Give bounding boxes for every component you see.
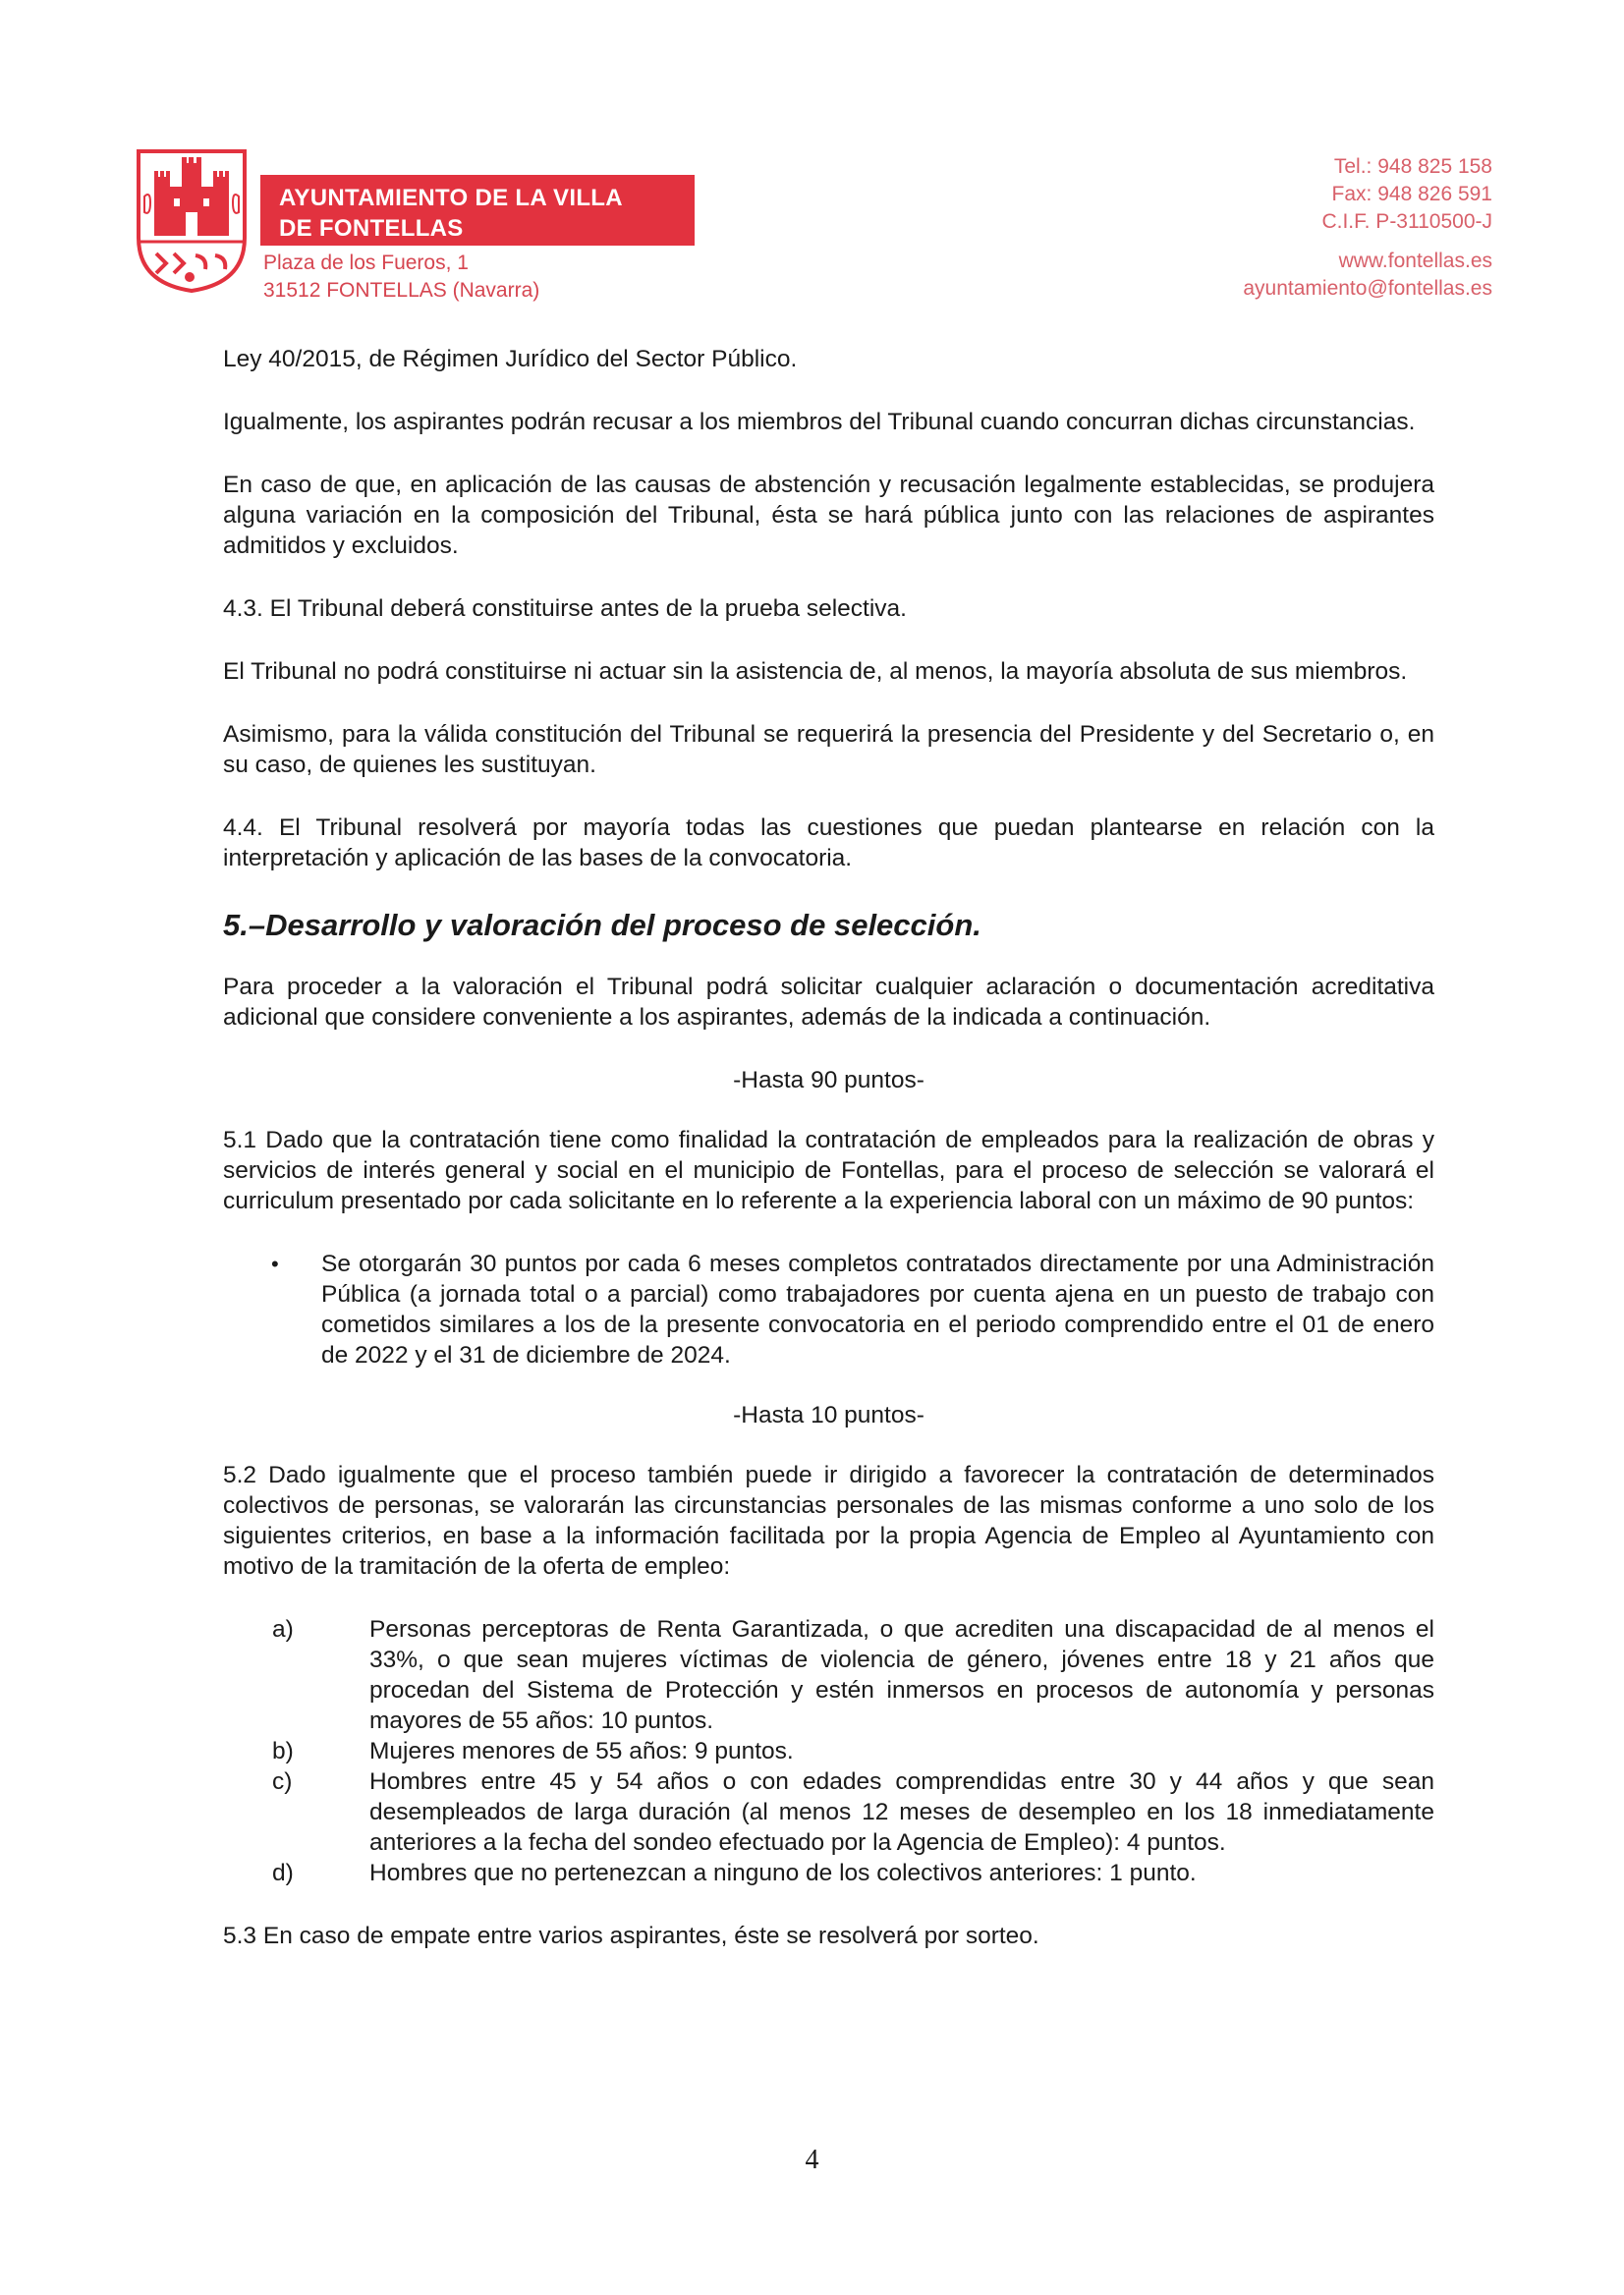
address-city: 31512 FONTELLAS (Navarra) (263, 279, 540, 302)
list-item (223, 1614, 1434, 1736)
list-text: Hombres que no pertenezcan a ninguno de los colectivos anteriores: 1 punto. (369, 1860, 1197, 1886)
address-street: Plaza de los Fueros, 1 (263, 252, 469, 274)
contact-cif: C.I.F. P-3110500-J (1321, 210, 1492, 233)
list-item (223, 1858, 1434, 1888)
paragraph: Ley 40/2015, de Régimen Jurídico del Sector Público. (223, 346, 798, 372)
org-name-line1: AYUNTAMIENTO DE LA VILLA (279, 185, 623, 211)
paragraph: 5.1 Dado que la contratación tiene como finalidad la contratación de empleados para la realización de obras y servicios de interés general y social en el municipio de Fontellas, para el proceso de selección se valorará el curriculum presentado por cada solicitante en lo referente a la experiencia laboral con un máximo de 90 puntos: (223, 1127, 1434, 1214)
list-label: a) (272, 1616, 294, 1643)
contact-email[interactable]: ayuntamiento@fontellas.es (1243, 277, 1492, 300)
paragraph: 4.4. El Tribunal resolverá por mayoría todas las cuestiones que puedan plantearse en relación con la interpretación y aplicación de las bases de la convocatoria. (223, 814, 1434, 871)
list-text: Hombres entre 45 y 54 años o con edades comprendidas entre 30 y 44 años y que sean desempleados de larga duración (al menos 12 meses de desempleo en los 18 inmediatamente anteriores a la fecha del sondeo efectuado por la Agencia de Empleo): 4 puntos. (369, 1768, 1434, 1856)
paragraph: 5.3 En caso de empate entre varios aspirantes, éste se resolverá por sorteo. (223, 1923, 1039, 1949)
castle-crest-icon (135, 147, 249, 295)
contact-web[interactable]: www.fontellas.es (1338, 250, 1492, 272)
paragraph: Asimismo, para la válida constitución del Tribunal se requerirá la presencia del Presidente y del Secretario o, en su caso, de quienes les sustituyan. (223, 721, 1434, 778)
paragraph: Igualmente, los aspirantes podrán recusar a los miembros del Tribunal cuando concurran dichas circunstancias. (223, 409, 1416, 435)
contact-block (1243, 153, 1492, 303)
bullet-icon: • (271, 1252, 279, 1276)
paragraph: 4.3. El Tribunal deberá constituirse antes de la prueba selectiva. (223, 595, 907, 622)
list-label: c) (272, 1768, 293, 1795)
list-label: b) (272, 1738, 294, 1764)
paragraph: En caso de que, en aplicación de las causas de abstención y recusación legalmente establecidas, se produjera alguna variación en la composición del Tribunal, ésta se hará pública junto con las relaciones de aspirantes admitidos y excluidos. (223, 472, 1434, 559)
org-address (263, 250, 539, 305)
list-text: Personas perceptoras de Renta Garantizada, o que acrediten una discapacidad de al menos el 33%, o que sean mujeres víctimas de violencia de género, jóvenes entre 18 y 21 años que procedan del Sistema de Protección y estén inmersos en procesos de autonomía y personas mayores de 55 años: 10 puntos. (369, 1616, 1434, 1734)
points-subheading: -Hasta 10 puntos- (733, 1402, 924, 1428)
list-item (223, 1736, 1434, 1766)
section-heading: 5.–Desarrollo y valoración del proceso de selección. (223, 908, 981, 942)
page-number: 4 (805, 2145, 819, 2175)
bullet-item (223, 1249, 1434, 1371)
criteria-list (223, 1614, 1434, 1888)
document-body (223, 344, 1434, 1984)
contact-fax: Fax: 948 826 591 (1331, 183, 1492, 205)
list-text: Mujeres menores de 55 años: 9 puntos. (369, 1738, 794, 1764)
org-name-line2: DE FONTELLAS (279, 215, 464, 242)
bullet-text: Se otorgarán 30 puntos por cada 6 meses completos contratados directamente por una Administración Pública (a jornada total o a parcial) como trabajadores por cuenta ajena en un puesto de trabajo con cometidos similares a los de la presente convocatoria en el periodo comprendido entre el 01 de enero de 2022 y el 31 de diciembre de 2024. (321, 1251, 1434, 1369)
contact-tel: Tel.: 948 825 158 (1333, 155, 1492, 178)
org-banner (260, 175, 695, 246)
paragraph: Para proceder a la valoración el Tribunal podrá solicitar cualquier aclaración o documentación acreditativa adicional que considere conveniente a los aspirantes, además de la indicada a continuación. (223, 974, 1434, 1031)
paragraph: 5.2 Dado igualmente que el proceso también puede ir dirigido a favorecer la contratación de determinados colectivos de personas, se valorarán las circunstancias personales de las mismas conforme a uno solo de los siguientes criterios, en base a la información facilitada por la propia Agencia de Empleo al Ayuntamiento con motivo de la tramitación de la oferta de empleo: (223, 1462, 1434, 1580)
letterhead (0, 0, 1624, 324)
points-subheading: -Hasta 90 puntos- (733, 1067, 924, 1093)
paragraph: El Tribunal no podrá constituirse ni actuar sin la asistencia de, al menos, la mayoría absoluta de sus miembros. (223, 658, 1408, 685)
list-label: d) (272, 1860, 294, 1886)
list-item (223, 1766, 1434, 1858)
